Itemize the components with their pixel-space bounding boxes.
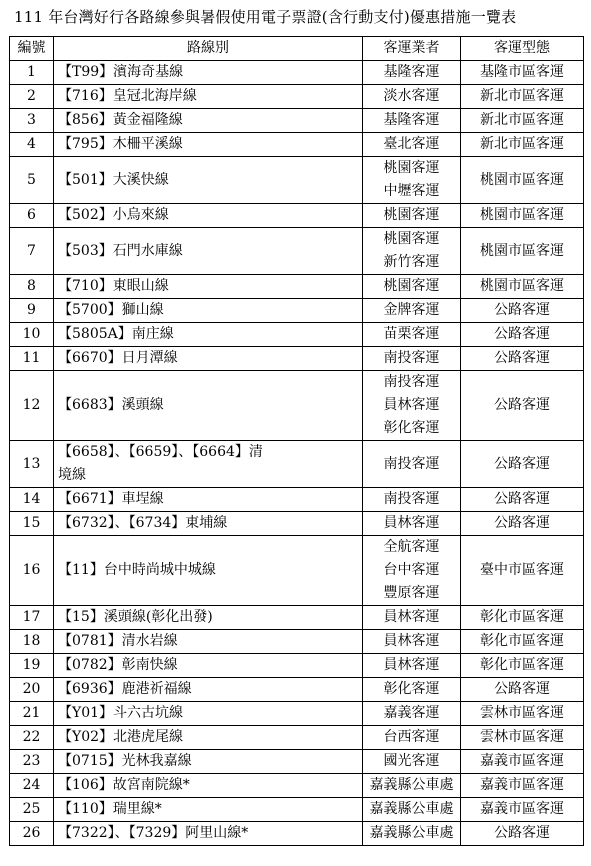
operation-type: 公路客運 <box>461 678 584 702</box>
route-name-line: 【0781】清水岩線 <box>58 633 178 649</box>
route-name-line: 【0715】光林我嘉線 <box>58 753 192 769</box>
operator-name: 新竹客運 <box>383 254 440 270</box>
table-row <box>10 678 584 702</box>
operation-type: 彰化市區客運 <box>461 654 584 678</box>
table-row <box>10 726 584 750</box>
route-name <box>54 606 363 630</box>
bus-operator <box>363 606 461 630</box>
operation-type: 嘉義市區客運 <box>461 750 584 774</box>
route-name-line: 【856】黃金福隆線 <box>58 112 183 128</box>
operation-type: 基隆市區客運 <box>461 61 584 85</box>
row-number: 7 <box>10 228 54 275</box>
route-name-line: 【7322】、【7329】阿里山線* <box>58 825 249 841</box>
table-row <box>10 488 584 512</box>
table-row <box>10 228 584 275</box>
route-name <box>54 299 363 323</box>
operator-name: 員林客運 <box>383 397 440 413</box>
table-header-row <box>10 37 584 61</box>
operation-type: 桃園市區客運 <box>461 228 584 275</box>
bus-operator <box>363 702 461 726</box>
row-number: 5 <box>10 157 54 204</box>
operator-name: 豐原客運 <box>383 585 440 601</box>
operator-name: 彰化客運 <box>383 681 440 697</box>
row-number: 20 <box>10 678 54 702</box>
row-number: 10 <box>10 323 54 347</box>
operation-type: 新北市區客運 <box>461 85 584 109</box>
operator-name: 員林客運 <box>383 609 440 625</box>
route-name <box>54 750 363 774</box>
route-name <box>54 61 363 85</box>
bus-operator <box>363 371 461 441</box>
bus-operator <box>363 750 461 774</box>
operator-name: 員林客運 <box>383 633 440 649</box>
route-name-line: 【501】大溪快線 <box>58 171 169 188</box>
operator-name: 桃園客運 <box>383 207 440 223</box>
operator-name: 嘉義縣公車處 <box>369 825 454 841</box>
route-name <box>54 275 363 299</box>
operator-name: 員林客運 <box>383 515 440 531</box>
route-name <box>54 204 363 228</box>
table-row <box>10 441 584 488</box>
table-row <box>10 512 584 536</box>
operator-name: 桃園客運 <box>383 160 440 176</box>
route-name-line: 【502】小烏來線 <box>58 207 169 223</box>
route-name-line: 境線 <box>58 467 86 483</box>
row-number: 4 <box>10 133 54 157</box>
bus-operator <box>363 323 461 347</box>
route-name <box>54 726 363 750</box>
operation-type: 公路客運 <box>461 488 584 512</box>
operator-name: 臺北客運 <box>383 136 440 152</box>
route-name-line: 【6671】車埕線 <box>58 491 164 507</box>
operation-type: 彰化市區客運 <box>461 630 584 654</box>
row-number: 13 <box>10 441 54 488</box>
bus-operator <box>363 536 461 606</box>
route-name-line: 【503】石門水庫線 <box>58 242 183 259</box>
table-row <box>10 822 584 846</box>
route-name <box>54 702 363 726</box>
route-name <box>54 798 363 822</box>
operator-name: 全航客運 <box>383 539 440 555</box>
row-number: 3 <box>10 109 54 133</box>
table-row <box>10 606 584 630</box>
table-row <box>10 61 584 85</box>
route-name <box>54 441 363 488</box>
route-name <box>54 85 363 109</box>
bus-operator <box>363 204 461 228</box>
row-number: 8 <box>10 275 54 299</box>
operation-type: 桃園市區客運 <box>461 204 584 228</box>
route-name <box>54 371 363 441</box>
operator-name: 嘉義客運 <box>383 705 440 721</box>
bus-operator <box>363 798 461 822</box>
operator-name: 南投客運 <box>383 455 440 472</box>
route-name-line: 【6670】日月潭線 <box>58 350 178 366</box>
bus-operator <box>363 299 461 323</box>
route-name-line: 【6658】、【6659】、【6664】清 <box>58 444 263 460</box>
operation-type: 臺中市區客運 <box>461 536 584 606</box>
route-name-line: 【795】木柵平溪線 <box>58 136 183 152</box>
row-number: 2 <box>10 85 54 109</box>
table-row <box>10 654 584 678</box>
route-name-line: 【6683】溪頭線 <box>58 397 164 413</box>
bus-operator <box>363 85 461 109</box>
header-number: 編號 <box>10 37 54 61</box>
operation-type: 公路客運 <box>461 822 584 846</box>
bus-operator <box>363 109 461 133</box>
route-name-line: 【Y01】斗六古坑線 <box>58 705 184 721</box>
operator-name: 金牌客運 <box>383 302 440 318</box>
operator-name: 基隆客運 <box>383 112 440 128</box>
header-operator: 客運業者 <box>363 37 461 61</box>
bus-operator <box>363 822 461 846</box>
route-name-line: 【0782】彰南快線 <box>58 657 178 673</box>
route-name <box>54 774 363 798</box>
operator-name: 桃園客運 <box>383 278 440 294</box>
bus-operator <box>363 61 461 85</box>
row-number: 6 <box>10 204 54 228</box>
operation-type: 新北市區客運 <box>461 133 584 157</box>
operation-type: 公路客運 <box>461 371 584 441</box>
route-name-line: 【716】皇冠北海岸線 <box>58 88 197 104</box>
route-name <box>54 654 363 678</box>
operator-name: 基隆客運 <box>383 64 440 80</box>
table-row <box>10 323 584 347</box>
operation-type: 新北市區客運 <box>461 109 584 133</box>
operator-name: 中壢客運 <box>383 183 440 199</box>
table-row <box>10 109 584 133</box>
table-row <box>10 85 584 109</box>
operator-name: 淡水客運 <box>383 88 440 104</box>
route-name <box>54 133 363 157</box>
row-number: 22 <box>10 726 54 750</box>
operation-type: 嘉義市區客運 <box>461 774 584 798</box>
operation-type: 雲林市區客運 <box>461 726 584 750</box>
route-name <box>54 630 363 654</box>
row-number: 14 <box>10 488 54 512</box>
bus-operator <box>363 678 461 702</box>
header-type: 客運型態 <box>461 37 584 61</box>
table-row <box>10 157 584 204</box>
operation-type: 公路客運 <box>461 323 584 347</box>
row-number: 26 <box>10 822 54 846</box>
page-title: 111 年台灣好行各路線參與暑假使用電子票證(含行動支付)優惠措施一覽表 <box>14 8 517 26</box>
operator-name: 台中客運 <box>383 562 440 578</box>
table-row <box>10 702 584 726</box>
operator-name: 南投客運 <box>383 491 440 507</box>
table-row <box>10 347 584 371</box>
route-name <box>54 109 363 133</box>
route-name-line: 【710】東眼山線 <box>58 278 169 294</box>
operation-type: 桃園市區客運 <box>461 157 584 204</box>
route-name <box>54 323 363 347</box>
row-number: 16 <box>10 536 54 606</box>
bus-operator <box>363 774 461 798</box>
operator-name: 國光客運 <box>383 753 440 769</box>
route-name-line: 【Y02】北港虎尾線 <box>58 729 184 745</box>
table-row <box>10 371 584 441</box>
route-name-line: 【110】瑞里線* <box>58 801 162 817</box>
row-number: 15 <box>10 512 54 536</box>
bus-operator <box>363 133 461 157</box>
bus-operator <box>363 228 461 275</box>
route-name-line: 【5700】獅山線 <box>58 302 164 318</box>
route-name <box>54 228 363 275</box>
table-row <box>10 798 584 822</box>
bus-operator <box>363 654 461 678</box>
route-name-line: 【6936】鹿港祈福線 <box>58 681 192 697</box>
row-number: 11 <box>10 347 54 371</box>
route-name <box>54 822 363 846</box>
operation-type: 公路客運 <box>461 299 584 323</box>
route-table <box>9 36 584 846</box>
route-name-line: 【15】溪頭線(彰化出發) <box>58 609 213 625</box>
operation-type: 雲林市區客運 <box>461 702 584 726</box>
bus-operator <box>363 441 461 488</box>
row-number: 18 <box>10 630 54 654</box>
operator-name: 南投客運 <box>383 374 440 390</box>
header-route: 路線別 <box>54 37 363 61</box>
bus-operator <box>363 726 461 750</box>
operator-name: 南投客運 <box>383 350 440 366</box>
bus-operator <box>363 157 461 204</box>
operation-type: 桃園市區客運 <box>461 275 584 299</box>
table-row <box>10 536 584 606</box>
operation-type: 嘉義市區客運 <box>461 798 584 822</box>
route-name-line: 【5805A】南庄線 <box>58 326 174 342</box>
table-body <box>10 61 584 846</box>
route-name <box>54 512 363 536</box>
table-row <box>10 750 584 774</box>
bus-operator <box>363 347 461 371</box>
row-number: 9 <box>10 299 54 323</box>
route-name-line: 【106】故宮南院線* <box>58 777 190 793</box>
route-name <box>54 157 363 204</box>
route-name-line: 【11】台中時尚城中城線 <box>58 562 216 578</box>
operator-name: 員林客運 <box>383 657 440 673</box>
operator-name: 彰化客運 <box>383 420 440 436</box>
row-number: 19 <box>10 654 54 678</box>
table-row <box>10 275 584 299</box>
operator-name: 台西客運 <box>383 729 440 745</box>
row-number: 23 <box>10 750 54 774</box>
row-number: 21 <box>10 702 54 726</box>
table-row <box>10 630 584 654</box>
bus-operator <box>363 488 461 512</box>
bus-operator <box>363 512 461 536</box>
row-number: 1 <box>10 61 54 85</box>
operation-type: 公路客運 <box>461 441 584 488</box>
operation-type: 公路客運 <box>461 347 584 371</box>
route-name <box>54 536 363 606</box>
operation-type: 公路客運 <box>461 512 584 536</box>
operator-name: 苗栗客運 <box>383 326 440 342</box>
operator-name: 嘉義縣公車處 <box>369 801 454 817</box>
bus-operator <box>363 630 461 654</box>
row-number: 17 <box>10 606 54 630</box>
table-row <box>10 204 584 228</box>
operator-name: 桃園客運 <box>383 231 440 247</box>
route-name-line: 【6732】、【6734】東埔線 <box>58 515 228 531</box>
table-row <box>10 133 584 157</box>
route-name <box>54 488 363 512</box>
table-row <box>10 774 584 798</box>
route-name-line: 【T99】濱海奇基線 <box>58 64 184 80</box>
operation-type: 彰化市區客運 <box>461 606 584 630</box>
row-number: 12 <box>10 371 54 441</box>
row-number: 25 <box>10 798 54 822</box>
bus-operator <box>363 275 461 299</box>
table-row <box>10 299 584 323</box>
route-name <box>54 678 363 702</box>
row-number: 24 <box>10 774 54 798</box>
route-name <box>54 347 363 371</box>
operator-name: 嘉義縣公車處 <box>369 777 454 793</box>
